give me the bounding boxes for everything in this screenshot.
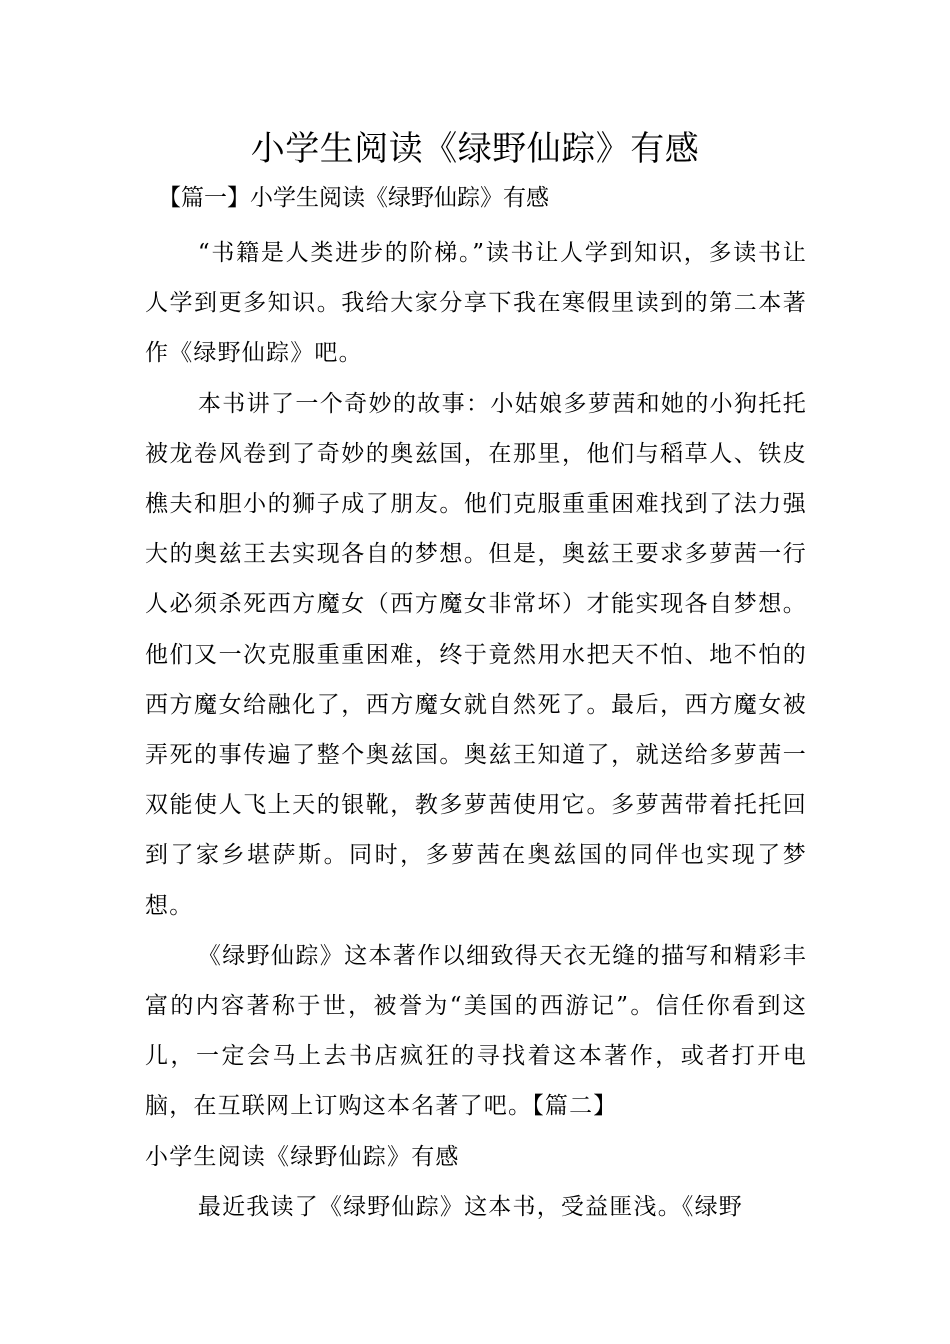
section-heading: 【篇一】小学生阅读《绿野仙踪》有感 <box>158 185 549 211</box>
paragraph-3: 《绿野仙踪》这本著作以细致得天衣无缝的描写和精彩丰富的内容著称于世，被誉为“美国的西游记”。信任你看到这儿，一定会马上去书店疯狂的寻找着这本著作，或者打开电脑，在互联网上订购这本名著了吧。【篇二】 <box>145 942 807 1120</box>
paragraph-2: 本书讲了一个奇妙的故事：小姑娘多萝茜和她的小狗托托被龙卷风卷到了奇妙的奥兹国，在那里，他们与稻草人、铁皮樵夫和胆小的狮子成了朋友。他们克服重重困难找到了法力强大的奥兹王去实现各自的梦想。但是，奥兹王要求多萝茜一行人必须杀死西方魔女（西方魔女非常坏）才能实现各自梦想。他们又一次克服重重困难，终于竟然用水把天不怕、地不怕的西方魔女给融化了，西方魔女就自然死了。最后，西方魔女被弄死的事传遍了整个奥兹国。奥兹王知道了，就送给多萝茜一双能使人飞上天的银靴，教多萝茜使用它。多萝茜带着托托回到了家乡堪萨斯。同时，多萝茜在奥兹国的同伴也实现了梦想。 <box>145 390 807 919</box>
document-title: 小学生阅读《绿野仙踪》有感 <box>250 129 700 169</box>
document-body <box>145 228 807 1232</box>
paragraph-4: 最近我读了《绿野仙踪》这本书，受益匪浅。《绿野 <box>197 1193 743 1220</box>
paragraph-1: “书籍是人类进步的阶梯。”读书让人学到知识，多读书让人学到更多知识。我给大家分享下我在寒假里读到的第二本著作《绿野仙踪》吧。 <box>145 240 807 367</box>
section-two-heading: 小学生阅读《绿野仙踪》有感 <box>145 1143 460 1170</box>
